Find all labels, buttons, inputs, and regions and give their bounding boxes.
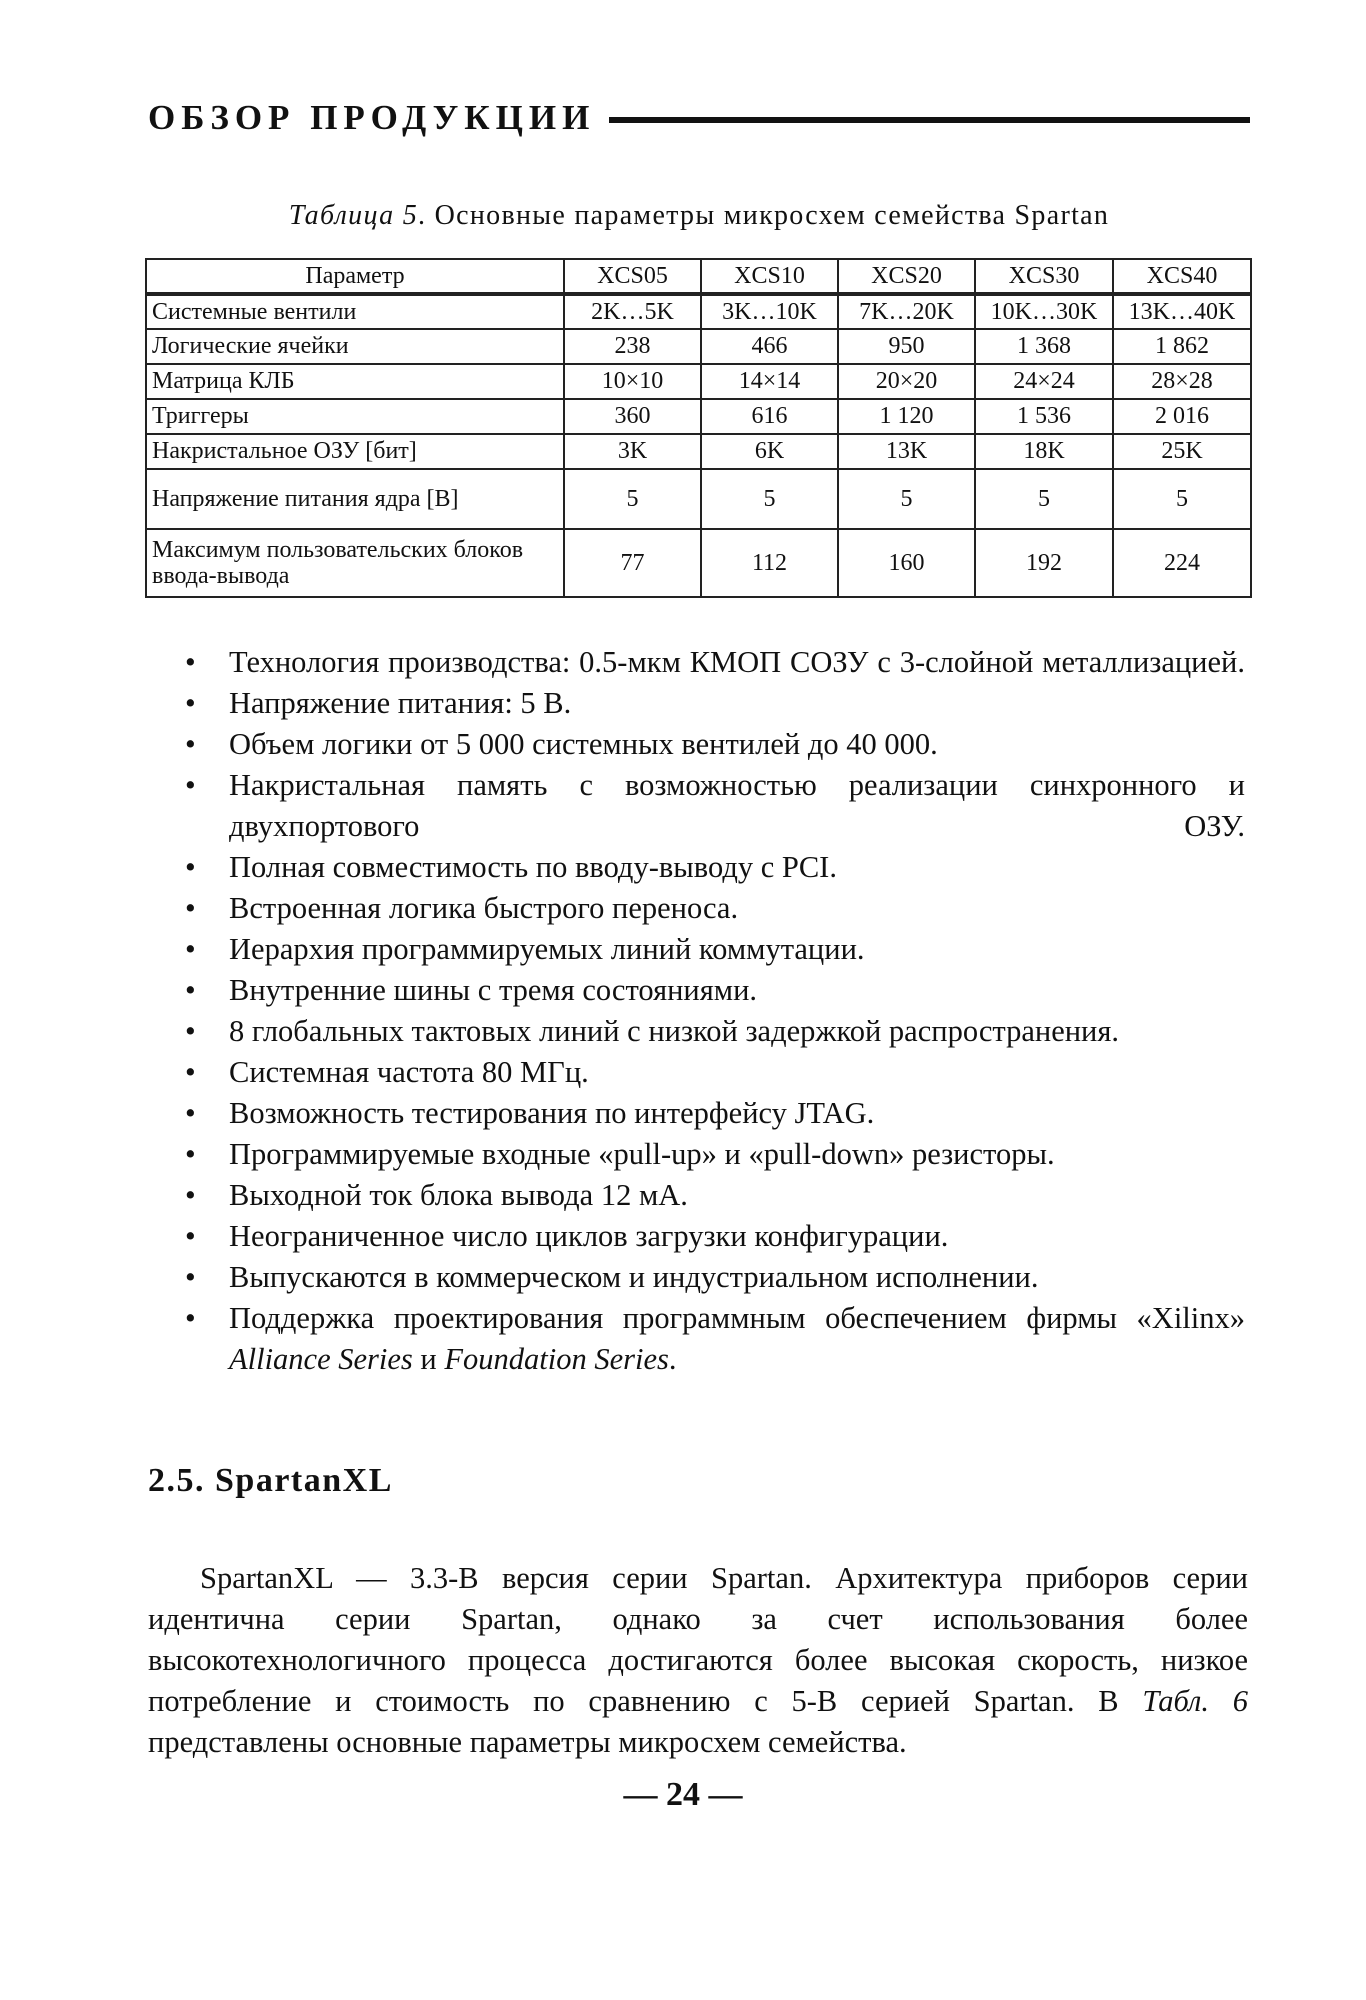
section-heading: 2.5. SpartanXL <box>148 1462 393 1499</box>
row-label: Системные вентили <box>146 294 564 329</box>
list-item-text: Возможность тестирования по интерфейсу JTAG. <box>229 1096 875 1130</box>
bullet-icon: • <box>185 1096 196 1130</box>
list-item-text: Встроенная логика быстрого переноса. <box>229 891 739 925</box>
column-header: XCS20 <box>838 259 975 294</box>
row-label: Накристальное ОЗУ [бит] <box>146 434 564 469</box>
column-header: XCS05 <box>564 259 701 294</box>
paragraph-text: представлены основные параметры микросхем семейства. <box>148 1724 907 1759</box>
list-item-text: Выпускаются в коммерческом и индустриальном исполнении. <box>229 1260 1039 1294</box>
table-cell: 7K…20K <box>838 294 975 329</box>
table-cell: 20×20 <box>838 364 975 399</box>
table-row <box>146 364 1251 399</box>
list-item-text: Внутренние шины с тремя состояниями. <box>229 973 758 1007</box>
table-row <box>146 529 1251 597</box>
bullet-icon: • <box>185 1178 196 1212</box>
row-label: Максимум пользовательских блоков ввода-вывода <box>146 529 564 597</box>
table-cell: 1 368 <box>975 329 1113 364</box>
table-cell: 5 <box>975 469 1113 529</box>
list-item <box>185 888 1245 929</box>
table-reference: Табл. 6 <box>1142 1683 1248 1718</box>
features-list <box>185 642 1245 1380</box>
list-item-text: Накристальная память с возможностью реализации синхронного и двухпортового ОЗУ. <box>229 768 1245 843</box>
bullet-icon: • <box>185 645 196 679</box>
running-header <box>148 96 1250 140</box>
list-item-text: Поддержка проектирования программным обеспечением фирмы «Xilinx» <box>229 1301 1245 1335</box>
list-item-text: Напряжение питания: 5 В. <box>229 686 572 720</box>
table-cell: 1 862 <box>1113 329 1251 364</box>
table-cell: 5 <box>564 469 701 529</box>
table-cell: 616 <box>701 399 838 434</box>
bullet-icon: • <box>185 1260 196 1294</box>
table-cell: 5 <box>838 469 975 529</box>
table-row <box>146 469 1251 529</box>
table-caption <box>148 200 1250 232</box>
list-item <box>185 1011 1245 1052</box>
paragraph-text: SpartanXL — 3.3-В версия серии Spartan. Архитектура приборов серии идентична серии Spartan, однако за счет использования более высокотехнологичного процесса достигаются более высокая скорость, низкое потребление и стоимость по сравнению с 5-В серией Spartan. В <box>148 1560 1248 1718</box>
table-row <box>146 399 1251 434</box>
body-paragraph <box>148 1558 1248 1763</box>
table-cell: 6K <box>701 434 838 469</box>
list-item <box>185 1298 1245 1380</box>
list-item <box>185 847 1245 888</box>
table-cell: 192 <box>975 529 1113 597</box>
table-cell: 18K <box>975 434 1113 469</box>
list-item-text: Объем логики от 5 000 системных вентилей до 40 000. <box>229 727 938 761</box>
table-cell: 160 <box>838 529 975 597</box>
list-item <box>185 1093 1245 1134</box>
bullet-icon: • <box>185 727 196 761</box>
table-header-row <box>146 259 1251 294</box>
bullet-icon: • <box>185 686 196 720</box>
column-header: Параметр <box>146 259 564 294</box>
table-cell: 238 <box>564 329 701 364</box>
list-item <box>185 765 1245 847</box>
column-header: XCS10 <box>701 259 838 294</box>
table-row <box>146 294 1251 329</box>
table-cell: 13K <box>838 434 975 469</box>
table-cell: 28×28 <box>1113 364 1251 399</box>
list-item <box>185 683 1245 724</box>
table-cell: 950 <box>838 329 975 364</box>
header-rule <box>609 117 1250 123</box>
bullet-icon: • <box>185 1219 196 1253</box>
table-row <box>146 434 1251 469</box>
table-cell: 14×14 <box>701 364 838 399</box>
table-cell: 2K…5K <box>564 294 701 329</box>
bullet-icon: • <box>185 932 196 966</box>
header-title: ОБЗОР ПРОДУКЦИИ <box>148 98 596 137</box>
list-item-text: Выходной ток блока вывода 12 мА. <box>229 1178 688 1212</box>
list-item-text: Системная частота 80 МГц. <box>229 1055 589 1089</box>
bullet-icon: • <box>185 973 196 1007</box>
list-item-text: Иерархия программируемых линий коммутации. <box>229 932 865 966</box>
list-item <box>185 970 1245 1011</box>
bullet-icon: • <box>185 1137 196 1171</box>
bullet-icon: • <box>185 1301 196 1335</box>
table-cell: 5 <box>701 469 838 529</box>
list-item <box>185 1216 1245 1257</box>
list-item <box>185 724 1245 765</box>
row-label: Напряжение питания ядра [В] <box>146 469 564 529</box>
table-cell: 3K…10K <box>701 294 838 329</box>
list-item-text: 8 глобальных тактовых линий с низкой задержкой распространения. <box>229 1014 1120 1048</box>
table-cell: 2 016 <box>1113 399 1251 434</box>
page-number: — 24 — <box>623 1776 743 1813</box>
column-header: XCS30 <box>975 259 1113 294</box>
table-cell: 5 <box>1113 469 1251 529</box>
table-row <box>146 329 1251 364</box>
list-item-italic: Foundation Series <box>444 1342 669 1376</box>
bullet-icon: • <box>185 1055 196 1089</box>
bullet-icon: • <box>185 1014 196 1048</box>
bullet-icon: • <box>185 850 196 884</box>
table-cell: 3K <box>564 434 701 469</box>
table-cell: 1 120 <box>838 399 975 434</box>
caption-label: Таблица 5 <box>288 200 419 231</box>
list-item <box>185 1052 1245 1093</box>
bullet-icon: • <box>185 768 196 802</box>
list-item-italic: Alliance Series <box>229 1342 413 1376</box>
list-item-text: . <box>668 1342 677 1376</box>
list-item-text: Полная совместимость по вводу-выводу с PCI. <box>229 850 837 884</box>
table-cell: 112 <box>701 529 838 597</box>
table-cell: 466 <box>701 329 838 364</box>
parameters-table <box>145 258 1252 598</box>
list-item-text: и <box>412 1342 445 1376</box>
table-cell: 224 <box>1113 529 1251 597</box>
table-cell: 25K <box>1113 434 1251 469</box>
list-item <box>185 642 1245 683</box>
list-item-text: Неограниченное число циклов загрузки конфигурации. <box>229 1219 949 1253</box>
table-cell: 13K…40K <box>1113 294 1251 329</box>
list-item-text: Программируемые входные «pull-up» и «pull-down» резисторы. <box>229 1137 1055 1171</box>
bullet-icon: • <box>185 891 196 925</box>
table-cell: 360 <box>564 399 701 434</box>
list-item-text: Технология производства: 0.5-мкм КМОП СОЗУ с 3-слойной металлизацией. <box>229 645 1245 679</box>
list-item <box>185 929 1245 970</box>
caption-text: . Основные параметры микросхем семейства Spartan <box>418 200 1110 231</box>
table-cell: 1 536 <box>975 399 1113 434</box>
row-label: Триггеры <box>146 399 564 434</box>
list-item <box>185 1175 1245 1216</box>
table-cell: 77 <box>564 529 701 597</box>
table-cell: 24×24 <box>975 364 1113 399</box>
list-item <box>185 1134 1245 1175</box>
table-cell: 10×10 <box>564 364 701 399</box>
list-item <box>185 1257 1245 1298</box>
row-label: Логические ячейки <box>146 329 564 364</box>
column-header: XCS40 <box>1113 259 1251 294</box>
table-cell: 10K…30K <box>975 294 1113 329</box>
row-label: Матрица КЛБ <box>146 364 564 399</box>
